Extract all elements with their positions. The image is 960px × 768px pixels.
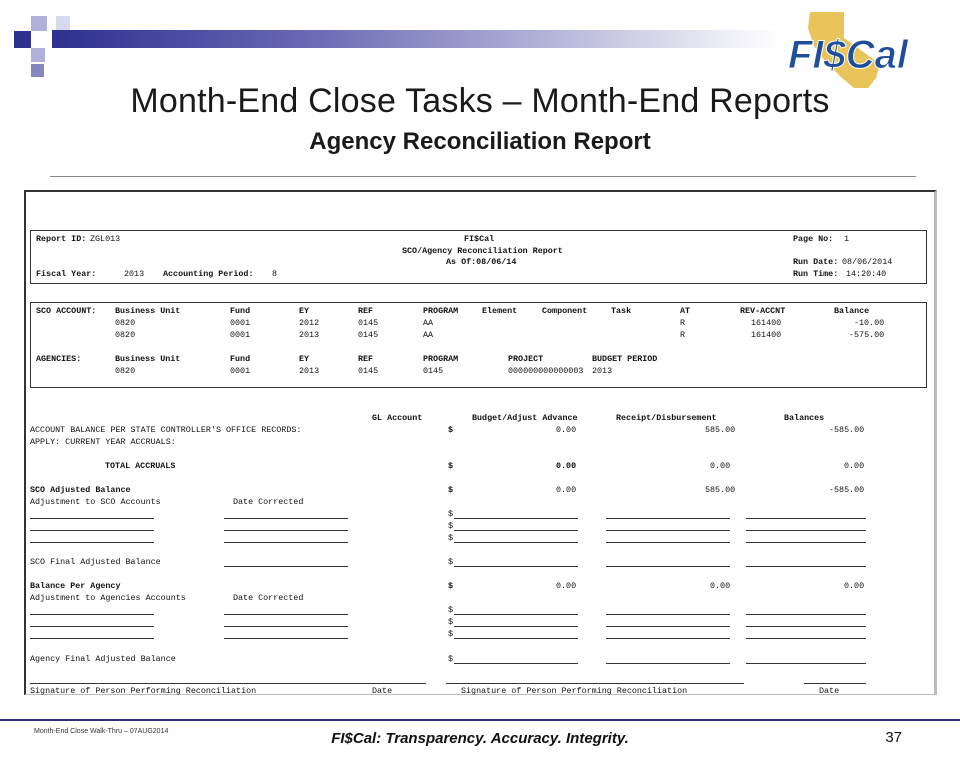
sco-col-component: Component [542,306,588,316]
report-id: ZGL013 [90,234,121,244]
adj-agency-label: Adjustment to Agencies Accounts [30,593,186,603]
sco-final-label: SCO Final Adjusted Balance [30,557,161,567]
ag-col-program: PROGRAM [423,354,459,364]
sco-col-rev-accnt: REV-ACCNT [740,306,786,316]
page-no: 1 [844,234,850,244]
ag-row-1-budget-period: 2013 [592,366,613,376]
ag-col-ref: REF [358,354,374,364]
ag-col-ey: EY [299,354,310,364]
page-number: 37 [885,729,902,746]
sco-row-1-ey: 2012 [299,318,320,328]
report-name: SCO/Agency Reconciliation Report [402,246,563,256]
sco-row-2-rev: 161400 [751,330,782,340]
slide-title: Month-End Close Tasks – Month-End Reports [130,82,830,120]
sco-adjusted-receipt: 585.00 [705,485,736,495]
balance-agency-label: Balance Per Agency [30,581,121,591]
ag-row-1-project: 000000000000003 [508,366,584,376]
logo-text: FI$Cal [788,33,909,77]
title-divider [50,176,916,177]
sco-row-1-at: R [680,318,686,328]
balance-agency-dollar: $ [448,581,454,591]
footer-divider [0,719,960,721]
sco-col-program: PROGRAM [423,306,459,316]
ag-row-1-fund: 0001 [230,366,251,376]
ag-row-1-ref: 0145 [358,366,379,376]
adj-sco-label: Adjustment to SCO Accounts [30,497,161,507]
account-balance-dollar: $ [448,425,454,435]
report-id-label: Report ID: [36,234,87,244]
sco-adjusted-balance: -585.00 [829,485,865,495]
footer-left-text: Month-End Close Walk-Thru – 07AUG2014 [34,728,169,735]
sco-row-2-at: R [680,330,686,340]
sco-col-ref: REF [358,306,374,316]
ag-adj-dollar-2: $ [448,617,454,627]
corner-square-5 [31,64,44,77]
date-corrected-label-2: Date Corrected [233,593,304,603]
sco-row-1-rev: 161400 [751,318,782,328]
header-banner [52,30,780,48]
ag-adj-dollar-1: $ [448,605,454,615]
sco-row-2-fund: 0001 [230,330,251,340]
account-balance-label: ACCOUNT BALANCE PER STATE CONTROLLER'S OFFICE RECORDS: [30,425,302,435]
col-budget-adjust: Budget/Adjust Advance [472,413,578,423]
sco-adjusted-budget: 0.00 [556,485,577,495]
ag-row-1-ey: 2013 [299,366,320,376]
total-accruals-budget: 0.00 [556,461,577,471]
date-label-1: Date [372,686,393,696]
run-time-label: Run Time: [793,269,839,279]
total-accruals-balance: 0.00 [844,461,865,471]
sco-row-2-ey: 2013 [299,330,320,340]
balance-agency-receipt: 0.00 [710,581,731,591]
sco-col-fund: Fund [230,306,251,316]
account-balance-budget: 0.00 [556,425,577,435]
sco-col-at: AT [680,306,691,316]
corner-square-4 [56,16,70,30]
sco-adjusted-dollar: $ [448,485,454,495]
sco-row-1-balance: -10.00 [854,318,885,328]
sco-col-business-unit: Business Unit [115,306,181,316]
col-gl-account: GL Account [372,413,423,423]
apply-accruals-label: APPLY: CURRENT YEAR ACCRUALS: [30,437,176,447]
corner-square-1 [14,31,31,48]
sco-adj-dollar-1: $ [448,509,454,519]
fiscal-year: 2013 [124,269,145,279]
sco-adj-dollar-2: $ [448,521,454,531]
col-receipt-disbursement: Receipt/Disbursement [616,413,717,423]
ag-row-1-program: 0145 [423,366,444,376]
fiscal-year-label: Fiscal Year: [36,269,97,279]
sco-row-2-balance: -575.00 [849,330,885,340]
slide-subtitle: Agency Reconciliation Report [309,128,651,155]
agency-final-dollar: $ [448,654,454,664]
ag-col-budget-period: BUDGET PERIOD [592,354,658,364]
sco-account-label: SCO ACCOUNT: [36,306,97,316]
run-date: 08/06/2014 [842,257,893,267]
total-accruals-dollar: $ [448,461,454,471]
balance-agency-budget: 0.00 [556,581,577,591]
page-no-label: Page No: [793,234,834,244]
run-date-label: Run Date: [793,257,839,267]
total-accruals-receipt: 0.00 [710,461,731,471]
ag-col-business-unit: Business Unit [115,354,181,364]
sco-adjusted-label: SCO Adjusted Balance [30,485,131,495]
sco-row-2-program: AA [423,330,434,340]
total-accruals-label: TOTAL ACCRUALS [105,461,176,471]
sco-col-balance: Balance [834,306,870,316]
report-as-of: As Of:08/06/14 [446,257,517,267]
sco-adj-dollar-3: $ [448,533,454,543]
agency-final-label: Agency Final Adjusted Balance [30,654,176,664]
corner-square-2 [31,16,47,31]
ag-adj-dollar-3: $ [448,629,454,639]
sco-col-ey: EY [299,306,310,316]
sco-row-1-program: AA [423,318,434,328]
sco-col-task: Task [611,306,632,316]
fiscal-logo [784,8,934,93]
balance-agency-balance: 0.00 [844,581,865,591]
signature-label-1: Signature of Person Performing Reconciliation [30,686,257,696]
report-document [24,190,937,695]
ag-col-fund: Fund [230,354,251,364]
ag-col-project: PROJECT [508,354,544,364]
report-system: FI$Cal [464,234,495,244]
date-label-2: Date [819,686,840,696]
signature-label-2: Signature of Person Performing Reconciliation [461,686,688,696]
sco-row-1-ref: 0145 [358,318,379,328]
sco-row-2-ref: 0145 [358,330,379,340]
accounting-period: 8 [272,269,278,279]
agencies-label: AGENCIES: [36,354,82,364]
sco-row-1-bu: 0820 [115,318,136,328]
accounting-period-label: Accounting Period: [163,269,254,279]
account-balance-receipt: 585.00 [705,425,736,435]
run-time: 14:20:40 [846,269,887,279]
sco-row-1-fund: 0001 [230,318,251,328]
sco-final-dollar: $ [448,557,454,567]
ag-row-1-bu: 0820 [115,366,136,376]
date-corrected-label-1: Date Corrected [233,497,304,507]
footer-slogan: FI$Cal: Transparency. Accuracy. Integrity. [331,730,629,747]
account-balance-balance: -585.00 [829,425,865,435]
sco-col-element: Element [482,306,518,316]
col-balances: Balances [784,413,825,423]
corner-square-3 [31,48,45,62]
sco-row-2-bu: 0820 [115,330,136,340]
